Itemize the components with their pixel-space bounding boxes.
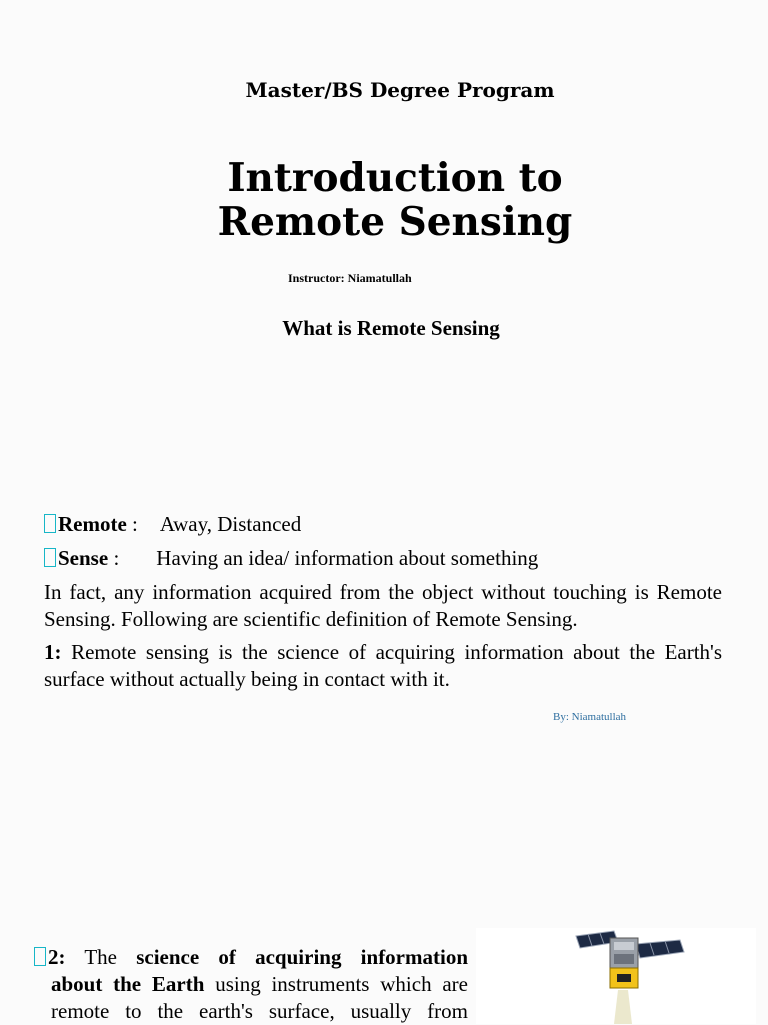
term-sense xyxy=(44,545,538,572)
term-sense-separator: : xyxy=(113,546,120,570)
term-remote-separator: : xyxy=(132,512,138,536)
bullet-box-icon xyxy=(44,514,56,533)
definition-1 xyxy=(44,639,722,693)
section-subtitle: What is Remote Sensing xyxy=(282,316,500,340)
title-line-2: Remote Sensing xyxy=(217,199,573,245)
definition-1-text: Remote sensing is the science of acquiring information about the Earth's surface without actually being in contact with it. xyxy=(44,640,722,691)
bullet-box-icon xyxy=(34,947,46,966)
fact-paragraph: In fact, any information acquired from the object without touching is Remote Sensing. Following are scientific definition of Remote Sensing. xyxy=(44,580,722,631)
term-sense-definition: Having an idea/ information about something xyxy=(156,546,539,570)
definition-2-the: The xyxy=(84,945,117,969)
definition-2-bold-1: science of acquiring information xyxy=(136,945,469,969)
term-remote-label: Remote xyxy=(58,512,127,536)
instructor-label: Instructor: Niamatullah xyxy=(288,271,412,285)
definition-2-bold-2: about the Earth xyxy=(51,972,205,996)
bullet-box-icon xyxy=(44,548,56,567)
definition-2-text-2: remote to the earth's surface, usually from xyxy=(51,999,468,1023)
page-title xyxy=(0,156,768,244)
definition-2-text-1: using instruments which are xyxy=(215,972,468,996)
program-heading: Master/BS Degree Program xyxy=(245,78,555,102)
definition-2 xyxy=(34,944,468,1025)
title-line-1: Introduction to xyxy=(227,155,563,201)
definition-1-label: 1: xyxy=(44,640,62,664)
definition-2-label: 2: xyxy=(48,945,66,969)
satellite-icon xyxy=(476,928,756,1024)
term-remote-definition: Away, Distanced xyxy=(159,512,302,536)
term-remote xyxy=(44,511,301,538)
byline: By: Niamatullah xyxy=(553,711,627,723)
term-sense-label: Sense xyxy=(58,546,109,570)
